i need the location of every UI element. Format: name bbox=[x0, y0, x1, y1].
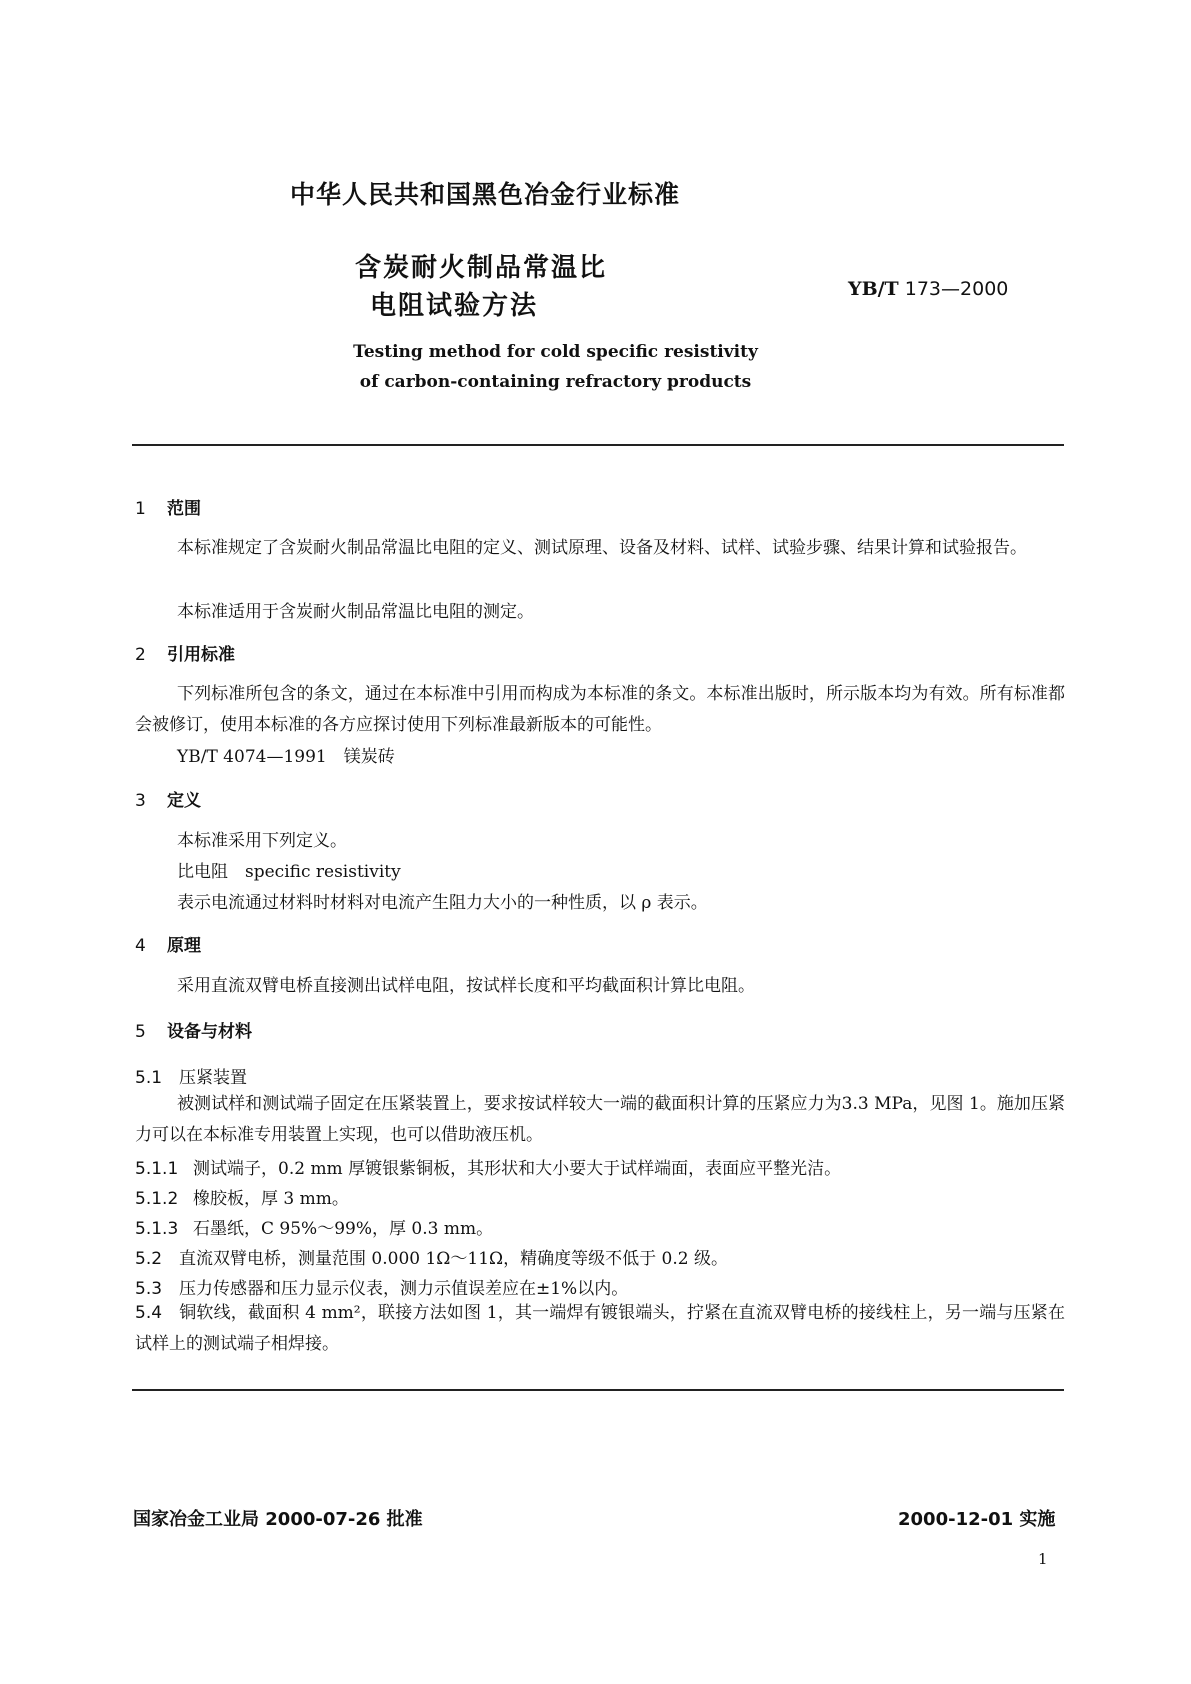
clause-5-3 bbox=[135, 1274, 628, 1299]
section-3-term: 比电阻 specific resistivity bbox=[177, 862, 401, 882]
subsection-number: 5.1 bbox=[135, 1068, 163, 1088]
effective-date: 2000-12-01 实施 bbox=[898, 1509, 1056, 1530]
section-3-heading bbox=[135, 786, 201, 811]
clause-text: 石墨纸，C 95%～99%，厚 0.3 mm。 bbox=[193, 1219, 494, 1239]
en-title-line2: of carbon-containing refractory products bbox=[359, 372, 752, 392]
en-title-line1: Testing method for cold specific resistivity bbox=[353, 342, 758, 362]
paragraph-text: 被测试样和测试端子固定在压紧装置上，要求按试样较大一端的截面积计算的压紧应力为3.3 MPa，见图 1。施加压紧力可以在本标准专用装置上实现，也可以借助液压机。 bbox=[135, 1094, 1065, 1145]
std-number: 173—2000 bbox=[904, 278, 1009, 300]
section-2-heading bbox=[135, 640, 235, 665]
cn-title-line1: 含炭耐火制品常温比 bbox=[355, 253, 608, 283]
clause-5-1-2 bbox=[135, 1184, 349, 1209]
section-title: 范围 bbox=[167, 499, 201, 519]
page-number: 1 bbox=[1038, 1550, 1048, 1568]
section-number: 4 bbox=[135, 936, 146, 956]
clause-text: 铜软线，截面积 4 mm²，联接方法如图 1，其一端焊有镀银端头，拧紧在直流双臂电桥的接线柱上，另一端与压紧在试样上的测试端子相焊接。 bbox=[135, 1303, 1065, 1354]
clause-number: 5.1.2 bbox=[135, 1189, 179, 1209]
clause-5-4 bbox=[135, 1298, 1065, 1360]
section-number: 2 bbox=[135, 645, 146, 665]
clause-5-2 bbox=[135, 1244, 728, 1269]
subsection-5-1-heading bbox=[135, 1063, 247, 1088]
section-3-definition: 表示电流通过材料时材料对电流产生阻力大小的一种性质，以 ρ 表示。 bbox=[177, 893, 708, 913]
section-title: 定义 bbox=[167, 791, 201, 811]
section-title: 设备与材料 bbox=[167, 1022, 252, 1042]
section-3-paragraph-1: 本标准采用下列定义。 bbox=[177, 831, 347, 851]
clause-number: 5.3 bbox=[135, 1279, 163, 1299]
section-1-paragraph-1 bbox=[135, 533, 1065, 564]
section-4-paragraph-1: 采用直流双臂电桥直接测出试样电阻，按试样长度和平均截面积计算比电阻。 bbox=[177, 976, 755, 996]
clause-5-1-1 bbox=[135, 1154, 841, 1179]
clause-5-1-3 bbox=[135, 1214, 493, 1239]
cn-title-line2: 电阻试验方法 bbox=[370, 291, 539, 321]
footer-divider bbox=[132, 1389, 1064, 1391]
section-2-reference: YB/T 4074—1991 镁炭砖 bbox=[177, 747, 395, 767]
clause-text: 直流双臂电桥，测量范围 0.000 1Ω～11Ω，精确度等级不低于 0.2 级。 bbox=[179, 1249, 728, 1269]
paragraph-text: 本标准规定了含炭耐火制品常温比电阻的定义、测试原理、设备及材料、试样、试验步骤、结果计算和试验报告。 bbox=[177, 538, 1027, 558]
clause-text: 测试端子，0.2 mm 厚镀银紫铜板，其形状和大小要大于试样端面，表面应平整光洁。 bbox=[193, 1159, 842, 1179]
section-number: 1 bbox=[135, 499, 146, 519]
section-title: 原理 bbox=[167, 936, 201, 956]
clause-text: 橡胶板，厚 3 mm。 bbox=[193, 1189, 349, 1209]
header-divider bbox=[132, 444, 1064, 446]
section-number: 3 bbox=[135, 791, 146, 811]
section-1-heading bbox=[135, 494, 201, 519]
clause-number: 5.4 bbox=[135, 1303, 163, 1323]
clause-text: 压力传感器和压力显示仪表，测力示值误差应在±1%以内。 bbox=[179, 1279, 629, 1299]
section-number: 5 bbox=[135, 1022, 146, 1042]
clause-number: 5.1.1 bbox=[135, 1159, 179, 1179]
clause-number: 5.1.3 bbox=[135, 1219, 179, 1239]
paragraph-text: 下列标准所包含的条文，通过在本标准中引用而构成为本标准的条文。本标准出版时，所示版本均为有效。所有标准都会被修订，使用本标准的各方应探讨使用下列标准最新版本的可能性。 bbox=[135, 684, 1065, 735]
subsection-title: 压紧装置 bbox=[179, 1068, 247, 1088]
org-title: 中华人民共和国黑色冶金行业标准 bbox=[290, 180, 681, 209]
section-title: 引用标准 bbox=[167, 645, 235, 665]
clause-number: 5.2 bbox=[135, 1249, 163, 1269]
section-1-paragraph-2: 本标准适用于含炭耐火制品常温比电阻的测定。 bbox=[177, 602, 534, 622]
standard-number bbox=[848, 278, 1008, 300]
subsection-5-1-paragraph bbox=[135, 1089, 1065, 1151]
std-prefix: YB/T bbox=[848, 278, 899, 300]
section-2-paragraph-1 bbox=[135, 679, 1065, 741]
approval-line: 国家冶金工业局 2000-07-26 批准 bbox=[133, 1509, 423, 1530]
section-4-heading bbox=[135, 931, 201, 956]
section-5-heading bbox=[135, 1017, 252, 1042]
